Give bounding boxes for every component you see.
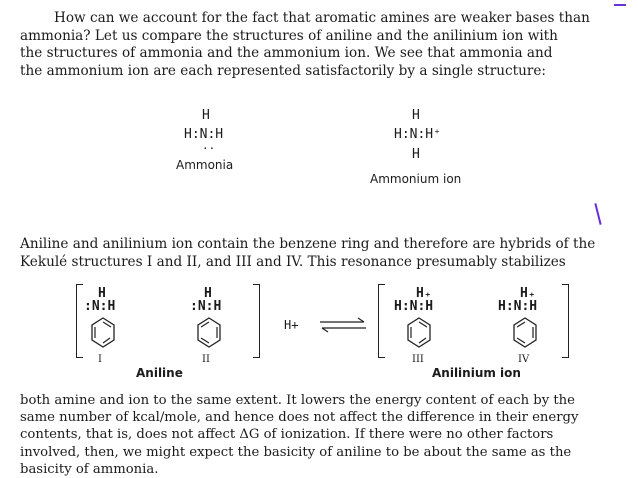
text-line: Kekulé structures I and II, and III and IV. This resonance presumably stabilizes: [20, 253, 566, 270]
text-line: ammonia? Let us compare the structures of aniline and the anilinium ion with: [20, 27, 558, 44]
annotation-dash: [614, 4, 626, 6]
text-line: basicity of ammonia.: [20, 461, 159, 477]
ammonia-lone-pair: ..: [202, 139, 216, 152]
conclusion-paragraph: [20, 392, 620, 478]
aniline-left-bracket: [76, 284, 83, 358]
text-line: both amine and ion to the same extent. It lowers the energy content of each by the: [20, 393, 575, 408]
ammonium-label: Ammonium ion: [370, 172, 462, 186]
ammonium-top-h: H: [412, 108, 420, 123]
resonance-paragraph: [20, 236, 620, 271]
aniline-s1-h: H: [98, 286, 106, 301]
anilinium-s3-ammonium: H:N:H: [394, 299, 434, 314]
anilinium-s3-h: H₊: [416, 286, 432, 301]
anilinium-right-bracket: [562, 284, 569, 358]
aniline-label: Aniline: [136, 366, 183, 380]
annotation-stroke: [594, 203, 601, 225]
aniline-s2-amine: :N:H: [190, 299, 222, 314]
text-line: same number of kcal/mole, and hence does not affect the difference in their energy: [20, 410, 579, 426]
aniline-right-bracket: [253, 284, 260, 358]
intro-paragraph: [20, 10, 620, 80]
structure-number-3: III: [412, 354, 424, 365]
anilinium-label: Anilinium ion: [432, 366, 521, 380]
text-line: involved, then, we might expect the basicity of aniline to be about the same as the: [20, 444, 572, 460]
text-line: the structures of ammonia and the ammonium ion. We see that ammonia and: [20, 45, 553, 62]
text-line: Aniline and anilinium ion contain the benzene ring and therefore are hybrids of the: [20, 236, 596, 252]
aniline-s1-amine: :N:H: [84, 299, 116, 314]
structure-number-4: IV: [518, 354, 530, 365]
benzene-ring-kekule-2-icon: [196, 316, 222, 350]
anilinium-s4-h: H₊: [520, 286, 536, 301]
ammonia-formula: H:N:H: [184, 127, 224, 142]
aniline-s2-h: H: [204, 286, 212, 301]
equilibrium-arrows-icon: [320, 318, 366, 332]
proton-label: H+: [284, 318, 299, 332]
benzene-ring-kekule-1-icon: [90, 316, 116, 350]
text-line: the ammonium ion are each represented satisfactorily by a single structure:: [20, 62, 546, 79]
text-line: How can we account for the fact that aromatic amines are weaker bases than: [54, 10, 590, 26]
structure-number-2: II: [202, 354, 210, 365]
ammonium-formula: H:N:H⁺: [394, 127, 441, 142]
ammonia-top-h: H: [202, 108, 210, 123]
structure-number-1: I: [98, 354, 102, 365]
anilinium-s4-ammonium: H:N:H: [498, 299, 538, 314]
benzene-ring-kekule-3-icon: [406, 316, 432, 350]
anilinium-left-bracket: [378, 284, 385, 358]
ammonia-label: Ammonia: [176, 158, 234, 172]
ammonium-bottom-h: H: [412, 147, 420, 162]
text-line: contents, that is, does not affect ΔG of ionization. If there were no other factors: [20, 427, 554, 443]
benzene-ring-kekule-4-icon: [512, 316, 538, 350]
